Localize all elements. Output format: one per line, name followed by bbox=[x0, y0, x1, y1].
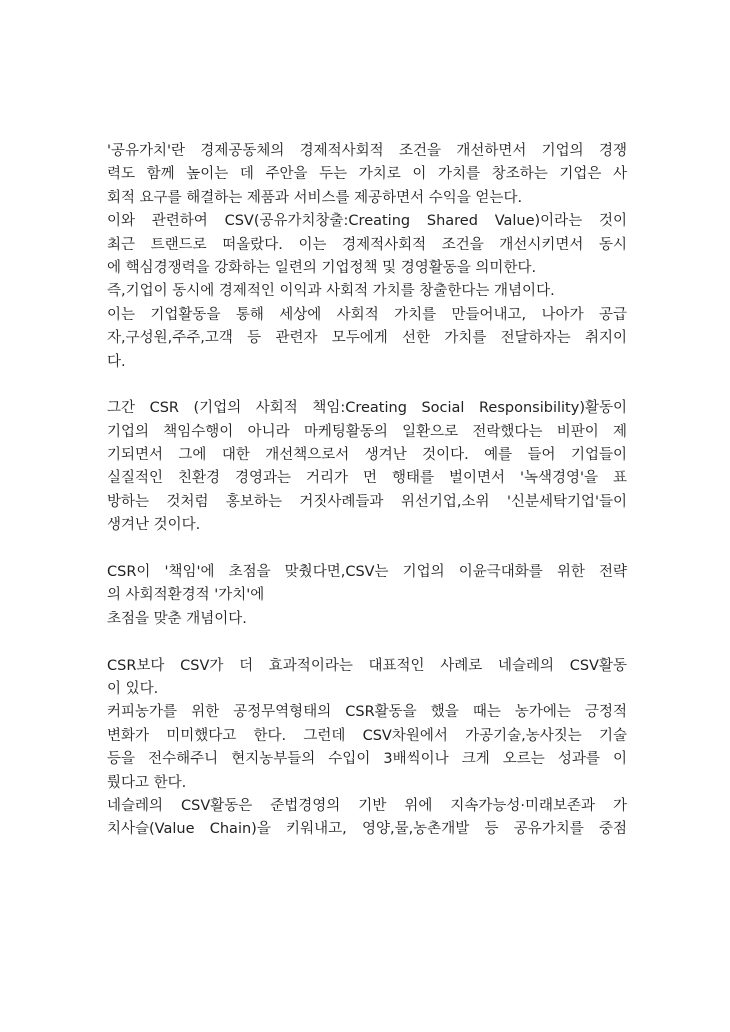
document-body bbox=[107, 140, 627, 842]
paragraph-3 bbox=[107, 561, 627, 631]
text-line: 기되면서 그에 대한 개선책으로서 생겨난 것이다. 예를 들어 기업들이 bbox=[107, 447, 627, 464]
text-line: 회적 요구를 해결하는 제품과 서비스를 제공하면서 수익을 얻는다. bbox=[107, 189, 523, 206]
text-line: 뤘다고 한다. bbox=[107, 774, 187, 791]
text-line: CSR보다 CSV가 더 효과적이라는 대표적인 사례로 네슬레의 CSV활동 bbox=[107, 657, 627, 674]
paragraph-2 bbox=[107, 397, 627, 537]
text-line: 네슬레의 CSV활동은 준법경영의 기반 위에 지속가능성·미래보존과 가 bbox=[107, 797, 627, 814]
text-line: 다. bbox=[107, 353, 126, 370]
text-line: 최근 트랜드로 떠올랐다. 이는 경제적사회적 조건을 개선시키면서 동시 bbox=[107, 236, 627, 253]
text-line: 변화가 미미했다고 한다. 그런데 CSV차원에서 가공기술,농사짓는 기술 bbox=[107, 727, 627, 744]
text-line: 생겨난 것이다. bbox=[107, 517, 201, 534]
text-line: 실질적인 친환경 경영과는 거리가 먼 행태를 벌이면서 '녹색경영'을 표 bbox=[107, 470, 627, 487]
text-line: 에 핵심경쟁력을 강화하는 일련의 기업정책 및 경영활동을 의미한다. bbox=[107, 259, 537, 276]
text-line: 이 있다. bbox=[107, 680, 159, 697]
text-line: 이와 관련하여 CSV(공유가치창출:Creating Shared Value)이라는 것이 bbox=[107, 213, 627, 230]
paragraph-1 bbox=[107, 140, 627, 374]
text-line: '공유가치'란 경제공동체의 경제적사회적 조건을 개선하면서 기업의 경쟁 bbox=[107, 143, 627, 159]
text-line: 이는 기업활동을 통해 세상에 사회적 가치를 만들어내고, 나아가 공급 bbox=[107, 306, 627, 323]
paragraph-4 bbox=[107, 655, 627, 842]
paragraph-gap bbox=[107, 538, 627, 561]
text-line: 방하는 것처럼 홍보하는 거짓사례들과 위선기업,소위 '신분세탁기업'들이 bbox=[107, 493, 627, 510]
paragraph-gap bbox=[107, 374, 627, 397]
text-line: 자,구성원,주주,고객 등 관련자 모두에게 선한 가치를 전달하자는 취지이 bbox=[107, 330, 627, 347]
text-line: 초점을 맞춘 개념이다. bbox=[107, 610, 247, 627]
text-line: 의 사회적환경적 '가치'에 bbox=[107, 587, 265, 604]
text-line: CSR이 '책임'에 초점을 맞췄다면,CSV는 기업의 이윤극대화를 위한 전략 bbox=[107, 564, 627, 581]
text-line: 기업의 책임수행이 아니라 마케팅활동의 일환으로 전락했다는 비판이 제 bbox=[107, 423, 627, 440]
text-line: 커피농가를 위한 공정무역형태의 CSR활동을 했을 때는 농가에는 긍정적 bbox=[107, 704, 627, 721]
paragraph-gap bbox=[107, 631, 627, 654]
text-line: 치사슬(Value Chain)을 키워내고, 영양,물,농촌개발 등 공유가치를 중점 bbox=[107, 821, 627, 838]
text-line: 력도 함께 높이는 데 주안을 두는 가치로 이 가치를 창조하는 기업은 사 bbox=[107, 166, 627, 183]
text-line: 즉,기업이 동시에 경제적인 이익과 사회적 가치를 창출한다는 개념이다. bbox=[107, 283, 555, 300]
text-line: 등을 전수해주니 현지농부들의 수입이 3배씩이나 크게 오르는 성과를 이 bbox=[107, 751, 627, 768]
text-line: 그간 CSR (기업의 사회적 책임:Creating Social Responsibility)활동이 bbox=[107, 400, 627, 417]
